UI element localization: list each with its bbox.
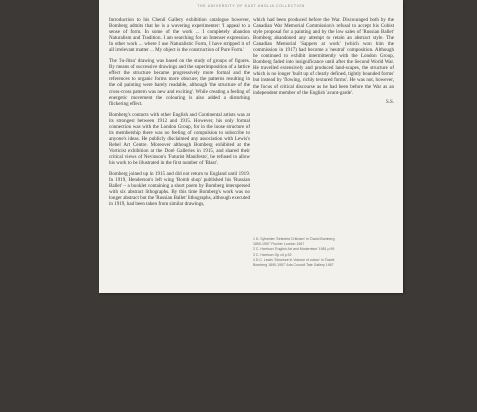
footnote-line: 1890-1957' Fischer London 1967 [253, 242, 305, 247]
running-header: THE UNIVERSITY OF EAST ANGLIA COLLECTION [197, 4, 305, 8]
paragraph: which had been produced before the War. Discouraged both by the Canadian War Memorial Commission's refusal to accept his Cubist style proposal for a painting and by the low sales of 'Russian Ballet' Bomberg abandoned any attempt to retain an abstract style. The Canadian Memorial 'Sappers at work' (which won him the commission in 1917) had become a 'neutral' composition. Although he continued to exhibit intermittently with the London Group, Bomberg faded into insignificance until after the Second World War. He travelled extensively and produced land-scapes, the structure of which is no longer 'built up of clearly defined, tightly bounded forms' but instead by 'flowing, richly textured forms'. He was not, however, the focus of critical discourse as he had been before the War as an independent member of the English 'avant-garde'. [253, 17, 394, 96]
left-column [109, 17, 250, 212]
footnote-line: 4 D.C. Lewis 'Structure in Volume of colour' in 'David [253, 257, 335, 262]
paragraph: Introduction to his Chenil Gallery exhibition catalogue however, Bomberg admits that he is a wavering experimenter: 'I appeal to a sense of form. In some of the work ... I completely abandon Naturalism and Tradition. I am searching for an Intenser expression. In other work ... where I use Naturalistic Form, I have stripped it of all irrelevant matter ... My object is the construction of Pure Form.' [109, 17, 250, 54]
document-page [99, 0, 403, 293]
footnote-line: Bomberg 1890-1957' Arts Council Tate Gallery 1967 [253, 263, 334, 268]
footnote-line: 3 C. Harrison Op cit p.92 [253, 252, 292, 257]
paragraph: Bomberg's contacts with other English and Continental artists was at its strongest between 1912 and 1915. However, his only formal connection was with the London Group, for in the loose structure of its membership there was no feeling of compulsion to subscribe to anyone's ideas. He publicly disclaimed any association with Lewis's Rebel Art Centre. Moreover although Bomberg exhibited at the Vorticist exhibition at the Doré Galleries in 1915, and shared their critical views of Nevinson's 'Futurist Manifesto', he refused to allow his work to be illustrated in the first number of 'Blast'. [109, 111, 250, 167]
footnote-line: 2 C. Harrison 'English Art and Modernism' 1981 p.99 [253, 247, 335, 252]
right-column [253, 17, 394, 106]
footnote-line: 1 D. Sylvester 'Selected Criticism' in 'David Bomberg [253, 237, 335, 241]
paragraph: The 'Ju-Jitsu' drawing was based on the study of groups of figures. By means of successive drawings and the superimposition of a lattice effect the structure became progressively more formal and the references to organic forms more obscure; the patterns resulting in the oil painting were barely readable, although 'the structure of the cross-cross pattern was new and exciting'. While creating a feeling of energetic movement the colouring is also added a disturbing flickering effect. [109, 58, 250, 107]
paragraph: Bomberg joined up in 1915 and did not return to England until 1919. In 1919, Henderson's left wing 'Bomb shop' published his 'Russian Ballet' – a booklet containing a short poem by Bomberg interspersed with six abstract lithographs. By this time Bomberg's work was no longer abstract but the 'Russian Ballet' lithographs, although executed in 1919, had been taken from similar drawings, [109, 171, 250, 208]
footnotes [253, 237, 394, 268]
author-initials: S.S. [385, 99, 394, 105]
